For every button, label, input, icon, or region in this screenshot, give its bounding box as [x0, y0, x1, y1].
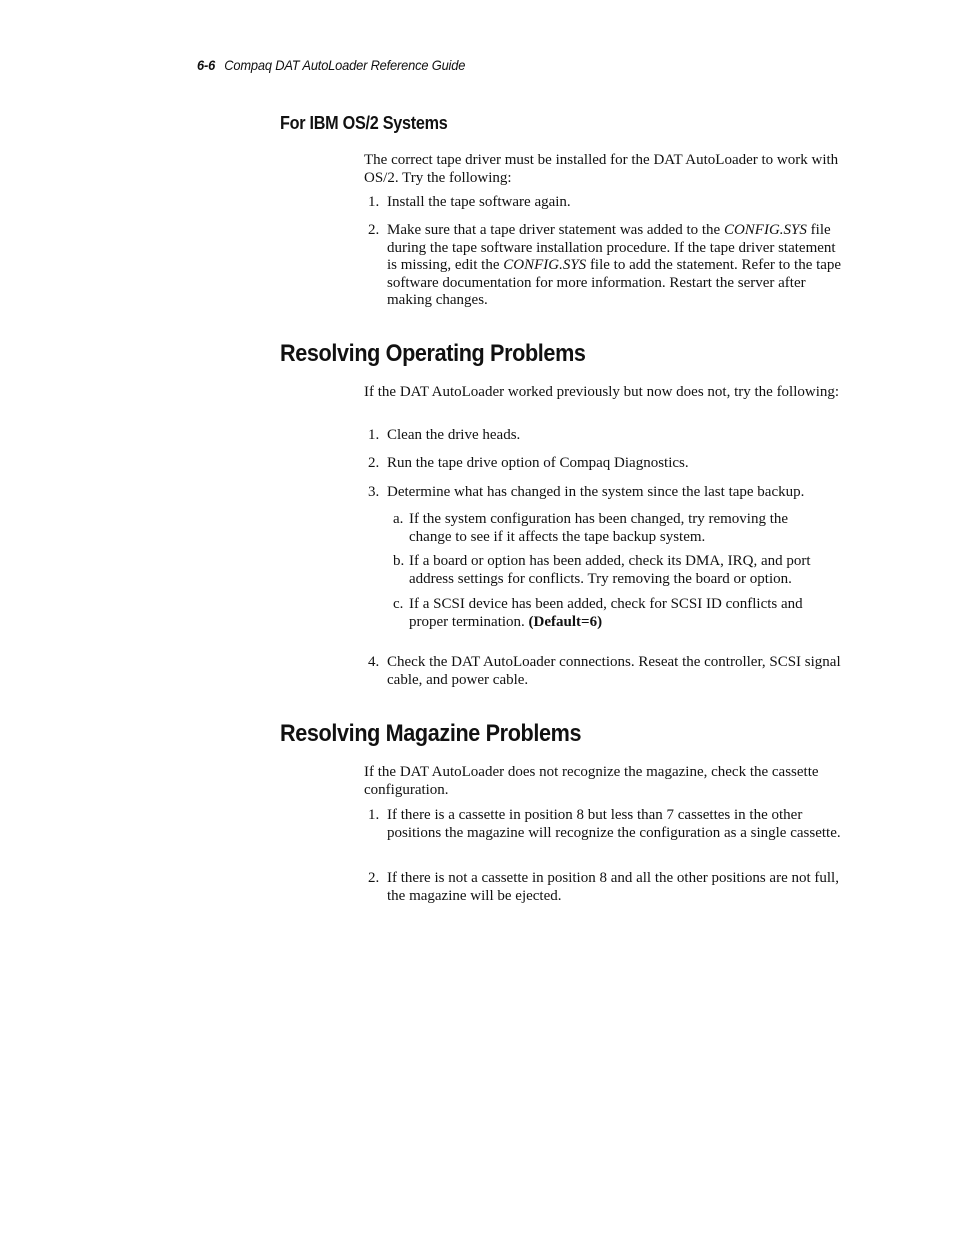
operating-substep-b-text: If a board or option has been added, check its DMA, IRQ, and port address settings for conflicts. Try removing the board or option. [409, 553, 811, 587]
operating-intro-paragraph [364, 384, 844, 402]
config-sys-filename: CONFIG.SYS [723, 222, 807, 238]
operating-step-2-text: Run the tape drive option of Compaq Diagnostics. [387, 455, 689, 471]
default-id-note: (Default=6) [528, 613, 603, 630]
ibm-intro-paragraph [364, 152, 844, 187]
sublist-letter: b. [393, 553, 405, 569]
ibm-step-2 [364, 222, 842, 310]
list-number: 3. [368, 484, 380, 500]
list-number: 1. [368, 807, 380, 823]
guide-title: Compaq DAT AutoLoader Reference Guide [224, 57, 466, 73]
magazine-intro-paragraph [364, 764, 844, 799]
list-number: 2. [368, 870, 380, 886]
operating-step-1 [364, 427, 842, 445]
list-number: 1. [368, 194, 380, 210]
magazine-intro-text: If the DAT AutoLoader does not recognize the magazine, check the cassette configuration. [364, 764, 819, 798]
section-heading-magazine-problems: Resolving Magazine Problems [280, 720, 582, 747]
page-number: 6-6 [197, 57, 216, 73]
operating-step-4 [364, 654, 842, 689]
ibm-step-1-text: Install the tape software again. [387, 194, 571, 210]
operating-substep-a-text: If the system configuration has been changed, try removing the change to see if it affects the tape backup system. [409, 511, 789, 545]
operating-substep-c-text [409, 596, 832, 631]
ibm-step-1 [364, 194, 842, 212]
operating-substep-c [386, 596, 832, 631]
magazine-step-2-text: If there is not a cassette in position 8 and all the other positions are not full, the magazine will be ejected. [387, 870, 839, 904]
operating-step-1-text: Clean the drive heads. [387, 427, 521, 443]
operating-step-4-text: Check the DAT AutoLoader connections. Reseat the controller, SCSI signal cable, and power cable. [387, 654, 841, 688]
sublist-letter: c. [393, 596, 404, 612]
operating-step-2 [364, 455, 842, 473]
ibm-step-2-text [387, 222, 842, 310]
list-number: 4. [368, 654, 380, 670]
list-number: 2. [368, 222, 380, 238]
magazine-step-2 [364, 870, 842, 905]
config-sys-filename: CONFIG.SYS [503, 257, 587, 273]
operating-step-3 [364, 484, 842, 502]
operating-intro-text: If the DAT AutoLoader worked previously but now does not, try the following: [364, 384, 840, 400]
operating-substep-b [386, 553, 832, 588]
list-number: 1. [368, 427, 380, 443]
operating-step-3-text: Determine what has changed in the system since the last tape backup. [387, 484, 805, 500]
magazine-step-1-text: If there is a cassette in position 8 but less than 7 cassettes in the other positions the magazine will recognize the configuration as a single cassette. [387, 807, 841, 841]
section-heading-ibm-os2: For IBM OS/2 Systems [280, 113, 448, 133]
text-run: file to add the statement. Refer to the tape software documentation for more information. Restart the server after making changes. [387, 257, 842, 308]
sublist-letter: a. [393, 511, 404, 527]
section-heading-operating-problems: Resolving Operating Problems [280, 340, 586, 367]
running-header [197, 57, 465, 73]
list-number: 2. [368, 455, 380, 471]
ibm-intro-text: The correct tape driver must be installed for the DAT AutoLoader to work with OS/2. Try the following: [364, 152, 839, 186]
text-run: Make sure that a tape driver statement was added to the [387, 222, 724, 238]
text-run: If a SCSI device has been added, check for SCSI ID conflicts and proper termination. [409, 596, 803, 630]
magazine-step-1 [364, 807, 842, 842]
text-run: file during the tape software installation procedure. If the tape driver statement is missing, edit the [387, 222, 836, 273]
operating-substep-a [386, 511, 832, 546]
